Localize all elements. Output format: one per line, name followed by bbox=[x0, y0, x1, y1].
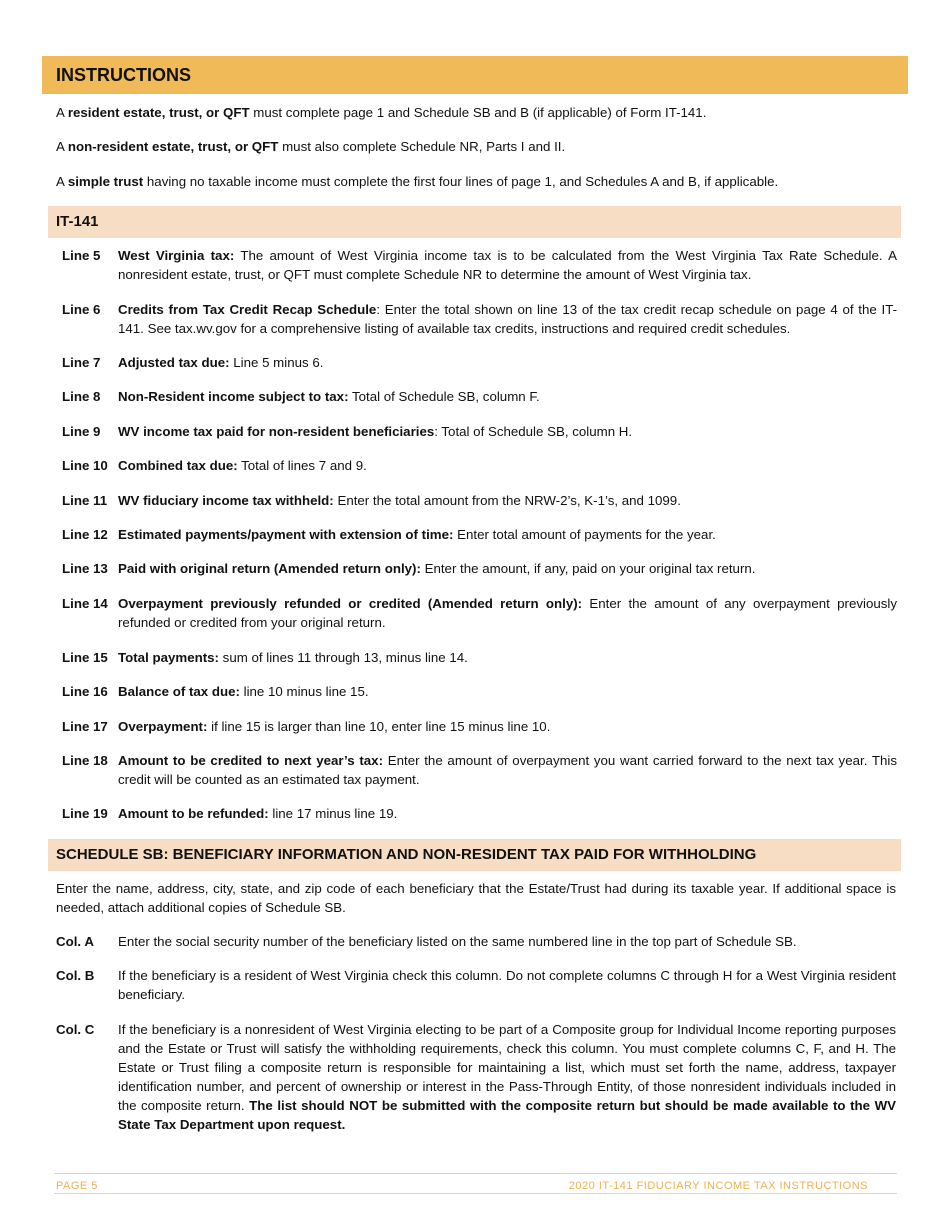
column-label: Col. C bbox=[56, 1022, 95, 1037]
line-label: Line 9 bbox=[62, 424, 101, 439]
line-label: Line 19 bbox=[62, 806, 108, 821]
footer-document-title: 2020 IT-141 FIDUCIARY INCOME TAX INSTRUCTIONS bbox=[568, 1180, 868, 1192]
it141-section-header: IT-141 bbox=[48, 206, 901, 238]
line-item: Line 15 Total payments: sum of lines 11 through 13, minus line 14. bbox=[62, 650, 468, 665]
line-label: Line 15 bbox=[62, 650, 108, 665]
line-item: Line 5 West Virginia tax: The amount of West Virginia income tax is to be calculated from the West Virginia Tax Rate Schedule. A nonresident estate, trust, or QFT must complete Schedule NR to determine the amount of West Virginia tax. bbox=[62, 248, 897, 282]
line-item: Line 6 Credits from Tax Credit Recap Schedule: Enter the total shown on line 13 of the tax credit recap schedule on page 4 of the IT-141. See tax.wv.gov for a comprehensive listing of available tax credits, instructions and required credit schedules. bbox=[62, 302, 898, 336]
line-label: Line 13 bbox=[62, 561, 108, 576]
line-item: Line 19 Amount to be refunded: line 17 minus line 19. bbox=[62, 806, 398, 821]
line-item: Line 16 Balance of tax due: line 10 minus line 15. bbox=[62, 684, 369, 699]
column-label: Col. A bbox=[56, 934, 94, 949]
line-item: Line 8 Non-Resident income subject to tax: Total of Schedule SB, column F. bbox=[62, 389, 540, 404]
non-resident-paragraph: A non-resident estate, trust, or QFT must also complete Schedule NR, Parts I and II. bbox=[56, 139, 566, 154]
line-label: Line 10 bbox=[62, 458, 108, 473]
simple-trust-paragraph: A simple trust having no taxable income must complete the first four lines of page 1, and Schedules A and B, if applicable. bbox=[56, 174, 779, 189]
column-item: Col. A Enter the social security number of the beneficiary listed on the same numbered line in the top part of Schedule SB. bbox=[56, 934, 797, 949]
instructions-title: INSTRUCTIONS bbox=[42, 56, 908, 94]
line-label: Line 12 bbox=[62, 527, 108, 542]
column-item: Col. C If the beneficiary is a nonresident of West Virginia electing to be part of a Composite group for Individual Income reporting purposes and the Estate or Trust will satisfy the withholding requirements, check this column. You must complete columns C, F, and H. The Estate or Trust filing a composite return is responsible for maintaining a list, which must set forth the name, address, taxpayer identification number, and percent of ownership or interest in the Pass-Through Entity, of those nonresident individuals included in the composite return. The list should NOT be submitted with the composite return but should be made available to the WV State Tax Department upon request. bbox=[56, 1022, 896, 1132]
column-item: Col. B If the beneficiary is a resident of West Virginia check this column. Do not complete columns C through H for a West Virginia resident beneficiary. bbox=[56, 968, 896, 1002]
footer-page-number: PAGE 5 bbox=[56, 1180, 98, 1192]
column-label: Col. B bbox=[56, 968, 95, 983]
line-label: Line 18 bbox=[62, 753, 108, 768]
line-item: Line 10 Combined tax due: Total of lines 7 and 9. bbox=[62, 458, 367, 473]
line-item: Line 12 Estimated payments/payment with extension of time: Enter total amount of payments for the year. bbox=[62, 527, 716, 542]
line-label: Line 5 bbox=[62, 248, 101, 263]
schedule-sb-intro: Enter the name, address, city, state, and zip code of each beneficiary that the Estate/Trust had during its taxable year. If additional space is needed, attach additional copies of Schedule SB. bbox=[56, 881, 896, 915]
line-item: Line 7 Adjusted tax due: Line 5 minus 6. bbox=[62, 355, 324, 370]
resident-paragraph: A resident estate, trust, or QFT must complete page 1 and Schedule SB and B (if applicable) of Form IT-141. bbox=[56, 105, 707, 120]
footer-top-rule bbox=[54, 1173, 897, 1174]
schedule-sb-section-header: SCHEDULE SB: BENEFICIARY INFORMATION AND NON-RESIDENT TAX PAID FOR WITHHOLDING bbox=[48, 839, 901, 871]
line-label: Line 6 bbox=[62, 302, 101, 317]
line-label: Line 16 bbox=[62, 684, 108, 699]
line-label: Line 14 bbox=[62, 596, 108, 611]
line-label: Line 7 bbox=[62, 355, 101, 370]
line-item: Line 9 WV income tax paid for non-resident beneficiaries: Total of Schedule SB, column H. bbox=[62, 424, 633, 439]
line-item: Line 17 Overpayment: if line 15 is larger than line 10, enter line 15 minus line 10. bbox=[62, 719, 551, 734]
line-label: Line 8 bbox=[62, 389, 101, 404]
line-item: Line 18 Amount to be credited to next year’s tax: Enter the amount of overpayment you want carried forward to the next tax year. This credit will be counted as an estimated tax payment. bbox=[62, 753, 897, 787]
line-label: Line 11 bbox=[62, 493, 108, 508]
line-item: Line 11 WV fiduciary income tax withheld: Enter the total amount from the NRW-2’s, K-1’s, and 1099. bbox=[62, 493, 681, 508]
line-item: Line 13 Paid with original return (Amended return only): Enter the amount, if any, paid on your original tax return. bbox=[62, 561, 756, 576]
line-item: Line 14 Overpayment previously refunded or credited (Amended return only): Enter the amount of any overpayment previously refunded or credited from your original return. bbox=[62, 596, 897, 630]
line-label: Line 17 bbox=[62, 719, 108, 734]
